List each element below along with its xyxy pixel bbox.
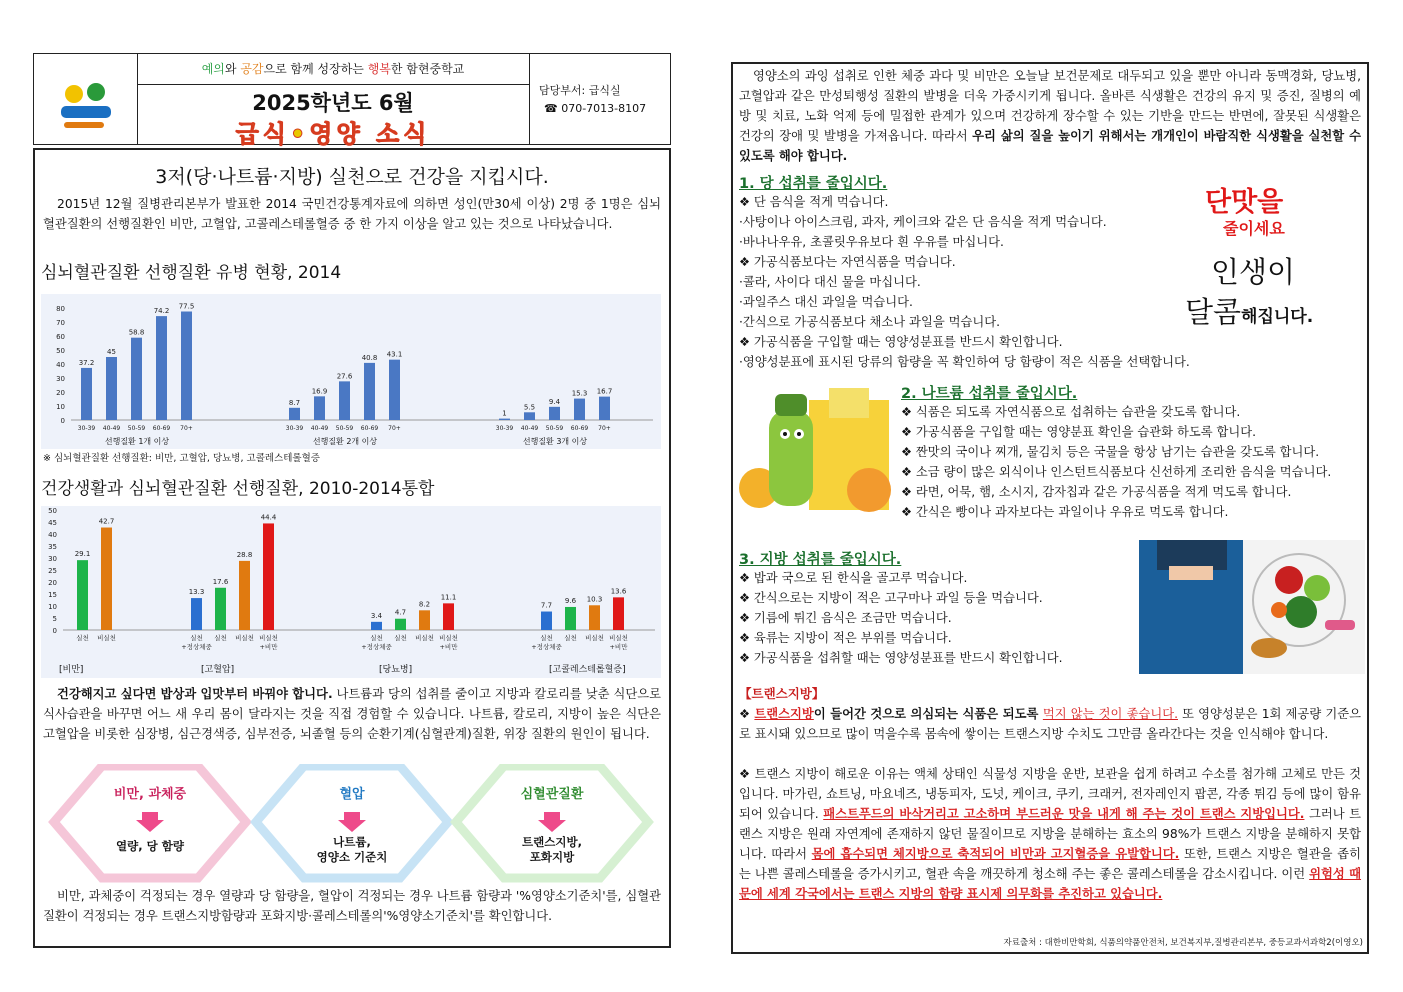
sweet-art-line2: 줄이세요 <box>1223 219 1285 238</box>
chart2-data-label: 13.6 <box>610 587 627 596</box>
chart2-bar <box>565 607 576 630</box>
chart2-ytick: 25 <box>48 567 57 575</box>
chart2-xtick: +비만 <box>609 643 628 651</box>
chart1-xtick: 70+ <box>180 425 193 432</box>
chart1-data-label: 43.1 <box>386 350 403 359</box>
chart2-bar <box>371 622 382 630</box>
chart1-xtick: 40-49 <box>520 425 539 432</box>
chart2-xtick: 실천 <box>214 634 227 642</box>
chart2-data-label: 4.7 <box>394 608 407 617</box>
chart2-ytick: 40 <box>48 531 57 539</box>
school-slogan: 예의와 공감으로 함께 성장하는 행복한 함현중학교 <box>201 62 465 76</box>
chart1-data-label: 1 <box>502 409 507 418</box>
chart1-data-label: 8.7 <box>288 398 301 407</box>
chart2-area <box>41 506 661 678</box>
chart1-bar <box>524 412 535 420</box>
chart1-note: ※ 심뇌혈관질환 선행질환: 비만, 고혈압, 당뇨병, 고콜레스테롤혈증 <box>43 453 320 464</box>
chart2-data-label: 44.4 <box>260 513 277 522</box>
chart1-ytick: 60 <box>56 333 65 341</box>
chart2-xtick: 비실천 <box>97 634 116 642</box>
section3-item: ❖ 간식으로는 지방이 적은 고구마나 과일 등을 먹습니다. <box>739 591 1043 605</box>
chart2-bar <box>215 588 226 630</box>
chart1-group-label: 선행질환 1개 이상 <box>104 437 170 446</box>
chart2-ytick: 45 <box>48 519 57 527</box>
section1-item: ·영양성분표에 표시된 당류의 함량을 꼭 확인하여 당 함량이 적은 식품을 선택합니다. <box>739 355 1190 369</box>
chart1-data-label: 16.7 <box>596 387 613 396</box>
chart1-group-label: 선행질환 3개 이상 <box>522 437 588 446</box>
chart2-ytick: 35 <box>48 543 57 551</box>
chart1-xtick: 30-39 <box>77 425 96 432</box>
phone-number: ☎ 070-7013-8107 <box>544 102 647 115</box>
chart1-ytick: 50 <box>56 347 65 355</box>
school-logo <box>34 54 138 144</box>
chart1-data-label: 5.5 <box>523 403 536 412</box>
chart2-ytick: 20 <box>48 579 57 587</box>
chart2-data-label: 13.3 <box>188 588 205 597</box>
chart2-xtick: 실천 <box>394 634 407 642</box>
section3-item: ❖ 가공식품을 섭취할 때는 영양성분표를 반드시 확인합니다. <box>739 651 1063 665</box>
section1-title: 1. 당 섭취를 줄입시다. <box>739 176 888 192</box>
section1-list <box>739 192 1190 372</box>
chart1-xtick: 60-69 <box>570 425 589 432</box>
chart1-svg <box>41 294 661 449</box>
chart2-bar <box>395 619 406 630</box>
chart2-data-label: 11.1 <box>440 593 457 602</box>
hexagon-top-label: 비만, 과체중 <box>113 787 187 802</box>
chart1-data-label: 15.3 <box>571 389 588 398</box>
chart2-data-label: 29.1 <box>74 550 91 559</box>
hexagon-bottom-label: 열량, 당 함량 <box>116 839 184 853</box>
left-title: 3저(당·나트륨·지방) 실천으로 건강을 지킵시다. <box>155 166 549 188</box>
section1-item: ·콜라, 사이다 대신 물을 마십니다. <box>739 275 921 289</box>
trans-fat-p1: ❖ 트랜스지방이 들어간 것으로 의심되는 식품은 되도록 먹지 않는 것이 좋습니다. 또 영양성분은 1회 제공량 기준으로 표시돼 있으므로 많이 먹을수록 몸속에 쌓이는 트랜스지방 수치도 그만큼 올라간다는 것을 인식해야 합니다. <box>739 707 1361 741</box>
chart2-bar <box>419 610 430 630</box>
chart1-ytick: 20 <box>56 389 65 397</box>
chart1-bar <box>339 381 350 420</box>
chart1-group-label: 선행질환 2개 이상 <box>312 437 378 446</box>
chart2-xtick: +정상체중 <box>181 643 212 651</box>
chart1-data-label: 27.6 <box>336 372 353 381</box>
hexagon-top-label: 혈압 <box>339 787 365 802</box>
section1-item: ·간식으로 가공식품보다 채소나 과일을 먹습니다. <box>739 315 1001 329</box>
chart2-xtick: 비실천 <box>415 634 434 642</box>
chart1-data-label: 77.5 <box>178 302 195 311</box>
chart2-bar <box>191 598 202 630</box>
chart2-ytick: 15 <box>48 591 57 599</box>
chart2-bar <box>443 603 454 630</box>
year-title: 2025학년도 6월 <box>137 84 529 117</box>
chart1-bar <box>131 338 142 420</box>
hexagon-top-label: 심혈관질환 <box>520 787 584 802</box>
chart1-ytick: 30 <box>56 375 65 383</box>
chart1-bar <box>156 316 167 420</box>
left-body: 건강해지고 싶다면 밥상과 입맛부터 바꿔야 합니다. 나트륨과 당의 섭취를 줄이고 지방과 칼로리를 낮춘 식단으로 식사습관을 바꾸면 어느 새 우리 몸이 달라지는 것을 직접 경험할 수 있습니다. 나트륨, 칼로리, 지방이 높은 식단은 고혈압을 비롯한 심장병, 심근경색증, 심부전증, 뇌졸혈 등의 순환기계(심혈관계)질환, 위장 질환의 원인이 됩니다. <box>43 687 661 741</box>
chart2-xtick: 비실천 <box>259 634 278 642</box>
chart1-data-label: 9.4 <box>548 397 561 406</box>
section3-item: ❖ 밥과 국으로 된 한식을 골고루 먹습니다. <box>739 571 968 585</box>
section1-item: ❖ 단 음식을 적게 먹습니다. <box>739 195 889 209</box>
chart2-xtick: 비실천 <box>439 634 458 642</box>
chart1-bar <box>574 399 585 420</box>
chart1-xtick: 40-49 <box>310 425 329 432</box>
chart1-data-label: 45 <box>107 348 116 356</box>
chart2-group-label: [고혈압] <box>201 665 235 675</box>
chart2-xtick: 실천 <box>540 634 553 642</box>
department: 담당부서: 급식실 <box>539 84 621 97</box>
section1-item: ❖ 가공식품을 구입할 때는 영양성분표를 반드시 확인합니다. <box>739 335 1063 349</box>
chart1-xtick: 70+ <box>388 425 401 432</box>
chart2-ytick: 10 <box>48 603 57 611</box>
chart1-xtick: 50-59 <box>127 425 146 432</box>
chart2-data-label: 10.3 <box>586 595 603 604</box>
chart2-svg <box>41 506 661 678</box>
sweet-art-line3: 인생이 <box>1211 255 1296 289</box>
section2-item: ❖ 식품은 되도록 자연식품으로 섭취하는 습관을 갖도록 합니다. <box>901 405 1241 419</box>
left-intro: 2015년 12월 질병관리본부가 발표한 2014 국민건강통계자료에 의하면 성인(만30세 이상) 2명 중 1명은 심뇌혈관질환의 선행질환인 비만, 고혈압, 고콜레스테롤혈증 중 한 가지 이상을 알고 있는 것으로 나타났습니다. <box>43 197 661 231</box>
chart2-ytick: 5 <box>52 615 57 623</box>
section2-title: 2. 나트륨 섭취를 줄입시다. <box>901 386 1078 402</box>
section2-item: ❖ 짠맛의 국이나 찌개, 물김치 등은 국물을 항상 남기는 습관을 갖도록 합니다. <box>901 445 1320 459</box>
chart1-xtick: 50-59 <box>545 425 564 432</box>
chart2-xtick: +정상체중 <box>361 643 392 651</box>
chart1-xtick: 60-69 <box>360 425 379 432</box>
chart1-bar <box>599 397 610 420</box>
chart2-ytick: 30 <box>48 555 57 563</box>
chart1-data-label: 37.2 <box>78 358 95 367</box>
chart1-bar <box>499 419 510 420</box>
chart2-xtick: 비실천 <box>585 634 604 642</box>
chart1-xtick: 40-49 <box>102 425 121 432</box>
chart1-bar <box>289 408 300 420</box>
chart2-group-label: [고콜레스테롤혈증] <box>549 665 626 675</box>
chart1-area <box>41 294 661 449</box>
sweet-art-line4: 달콤해집니다. <box>1185 295 1314 329</box>
sweet-art <box>1181 180 1361 330</box>
chart1-bar <box>364 363 375 420</box>
chart2-xtick: +비만 <box>439 643 458 651</box>
right-intro: 영양소의 과잉 섭취로 인한 체중 과다 및 비만은 오늘날 보건문제로 대두되고 있을 뿐만 아니라 동맥경화, 당뇨병, 고혈압과 같은 만성퇴행성 질환의 발병을 더욱 가중시키게 됩니다. 올바른 식생활은 건강의 유지 및 증진, 질병의 예방 및 치료, 노화 억제 등에 밀접한 관계가 있으며 건강하게 장수할 수 있는 기반을 만드는 반면에, 잘못된 식생활은 건강의 장애 및 발병을 가져옵니다. 따라서 우리 삶의 질을 높이기 위해서는 개개인이 바람직한 식생활을 실천할 수 있도록 해야 합니다. <box>739 69 1361 163</box>
section1-item: ·사탕이나 아이스크림, 과자, 케이크와 같은 단 음식을 적게 먹습니다. <box>739 215 1107 229</box>
section3-title: 3. 지방 섭취를 줄입시다. <box>739 552 902 568</box>
chart2-group-label: [당뇨병] <box>379 665 413 675</box>
source-note: 자료출처 : 대한비만학회, 식품의약품안전처, 보건복지부,질병관리본부, 중등교과서과학2(이영오) <box>1003 938 1363 948</box>
trans-fat-p2: ❖ 트랜스 지방이 해로운 이유는 액체 상태인 식물성 지방을 운반, 보관을 쉽게 하려고 수소를 첨가해 고체로 만든 것입니다. 마가린, 쇼트닝, 마요네즈, 냉동피자, 도넛, 케이크, 쿠키, 크래커, 전자레인지 팝콘, 각종 튀김 등에 많이 함유되어 있습니다. 패스트푸드의 바삭거리고 고소하며 부드러운 맛을 내게 해 주는 것이 트랜스 지방입니다. 그러나 트랜스 지방은 원래 자연계에 존재하지 않던 물질이므로 지방을 분해하는 효소의 98%가 트랜스 지방을 분해하지 못합니다. 따라서 몸에 흡수되면 체지방으로 축적되어 비만과 고지혈증을 유발합니다. 또한, 트랜스 지방은 혈관을 좁히는 나쁜 콜레스테롤을 증가시키고, 혈관 속을 깨끗하게 청소해 주는 좋은 콜레스테롤을 감소시킵니다. 이런 위험성 때문에 세계 각국에서는 트랜스 지방의 함량 표시제 의무화를 추진하고 있습니다. <box>739 767 1362 901</box>
chart1-data-label: 40.8 <box>361 353 378 362</box>
chart1-bar <box>389 360 400 420</box>
chart1-ytick: 0 <box>60 417 65 425</box>
chart2-bar <box>589 605 600 630</box>
chart1-bar <box>106 357 117 420</box>
chart2-data-label: 7.7 <box>540 601 553 610</box>
chart2-xtick: 실천 <box>564 634 577 642</box>
chart2-ytick: 50 <box>48 507 57 515</box>
hex-diagram <box>35 764 669 884</box>
chart1-bar <box>181 312 192 421</box>
section1-item: ·과일주스 대신 과일을 먹습니다. <box>739 295 913 309</box>
section2-item: ❖ 라면, 어묵, 햄, 소시지, 감자칩과 같은 가공식품을 적게 먹도록 합니다. <box>901 485 1292 499</box>
chart1-title: 심뇌혈관질환 선행질환 유병 현황, 2014 <box>41 263 342 283</box>
left-panel <box>33 148 671 948</box>
chart2-xtick: 실천 <box>370 634 383 642</box>
sweet-art-line1: 단맛을 <box>1205 187 1284 218</box>
header-box <box>33 53 671 148</box>
chart1-data-label: 58.8 <box>128 328 145 337</box>
chart2-data-label: 42.7 <box>98 517 115 526</box>
section3-item: ❖ 육류는 지방이 적은 부위를 먹습니다. <box>739 631 952 645</box>
chart1-xtick: 30-39 <box>495 425 514 432</box>
section1-item: ❖ 가공식품보다는 자연식품을 먹습니다. <box>739 255 956 269</box>
healthy-food-image <box>1139 540 1365 674</box>
header-title-area <box>137 54 530 148</box>
hexagon-bottom-label: 나트륨, <box>333 835 371 849</box>
chart1-ytick: 40 <box>56 361 65 369</box>
chart2-bar <box>613 597 624 630</box>
news-title: 급식•영양 소식 <box>235 120 431 148</box>
chart2-xtick: 실천 <box>190 634 203 642</box>
chart2-data-label: 17.6 <box>212 577 229 586</box>
chart2-group-label: [비만] <box>59 665 84 675</box>
chart1-data-label: 74.2 <box>153 307 170 316</box>
chart2-xtick: 비실천 <box>609 634 628 642</box>
hexagon-bottom-label: 트랜스지방, <box>522 835 582 849</box>
chart2-xtick: +정상체중 <box>531 643 562 651</box>
chart1-xtick: 30-39 <box>285 425 304 432</box>
chart2-data-label: 3.4 <box>370 611 383 620</box>
chart2-xtick: 비실천 <box>235 634 254 642</box>
chart2-ytick: 0 <box>52 627 57 635</box>
chart2-bar <box>101 528 112 630</box>
chart2-xtick: 실천 <box>76 634 89 642</box>
chart2-bar <box>239 561 250 630</box>
chart2-data-label: 9.6 <box>564 596 577 605</box>
section2-item: ❖ 소금 량이 많은 외식이나 인스턴트식품보다 신선하게 조리한 음식을 먹습니다. <box>901 465 1332 479</box>
chart2-xtick: +비만 <box>259 643 278 651</box>
logo-icon <box>34 54 137 144</box>
left-closing: 비만, 과체중이 걱정되는 경우 열량과 당 함량을, 혈압이 걱정되는 경우 나트륨 함량과 '%영양소기준치'를, 심혈관질환이 걱정되는 경우 트랜스지방함량과 포화지방·콜레스테롤의'%영양소기준치'를 확인합니다. <box>43 889 661 923</box>
section2-item: ❖ 간식은 빵이나 과자보다는 과일이나 우유로 먹도록 합니다. <box>901 505 1229 519</box>
sodium-mascot-image <box>739 380 897 516</box>
right-panel <box>731 62 1369 954</box>
chart1-data-label: 16.9 <box>311 387 328 396</box>
section2-item: ❖ 가공식품을 구입할 때는 영양분표 확인을 습관화 하도록 합니다. <box>901 425 1257 439</box>
chart1-ytick: 80 <box>56 305 65 313</box>
chart1-xtick: 50-59 <box>335 425 354 432</box>
chart2-data-label: 28.8 <box>236 550 253 559</box>
chart1-xtick: 60-69 <box>152 425 171 432</box>
chart1-xtick: 70+ <box>598 425 611 432</box>
trans-fat-title: 【트랜스지방】 <box>739 686 825 701</box>
chart2-bar <box>263 523 274 630</box>
section1-item: ·바나나우유, 초콜릿우유보다 흰 우유를 마십니다. <box>739 235 1004 249</box>
section3-item: ❖ 기름에 튀긴 음식은 조금만 먹습니다. <box>739 611 952 625</box>
chart1-bar <box>549 407 560 420</box>
chart1-bar <box>314 396 325 420</box>
chart2-title: 건강생활과 심뇌혈관질환 선행질환, 2010-2014통합 <box>41 479 435 499</box>
hexagon-bottom-label: 포화지방 <box>529 850 575 864</box>
section3-list <box>739 568 1062 668</box>
chart1-bar <box>81 368 92 420</box>
chart1-ytick: 70 <box>56 319 65 327</box>
hexagon-bottom-label: 영양소 기준치 <box>316 850 388 864</box>
chart2-data-label: 8.2 <box>418 600 431 609</box>
section2-list <box>901 402 1331 522</box>
chart2-bar <box>541 612 552 630</box>
chart2-bar <box>77 560 88 630</box>
chart1-ytick: 10 <box>56 403 65 411</box>
